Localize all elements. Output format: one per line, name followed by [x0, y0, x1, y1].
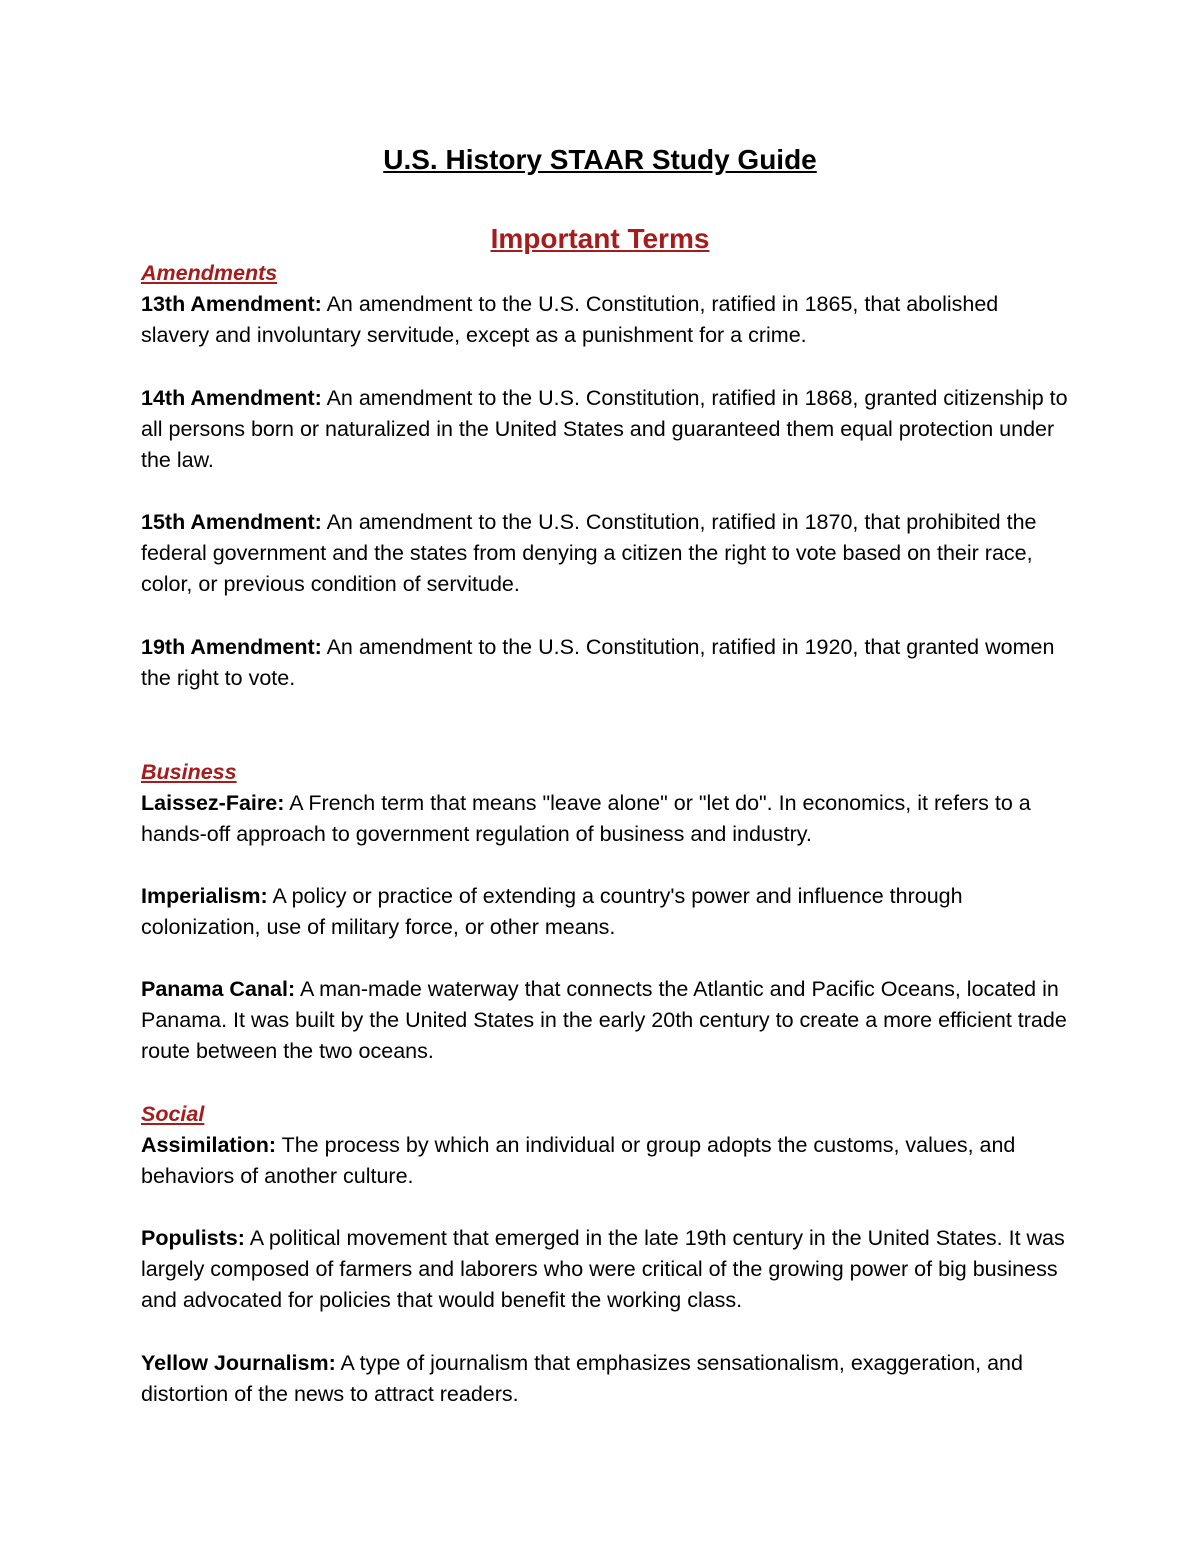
- category-heading-amendments: Amendments: [141, 261, 278, 285]
- term-laissez-faire: [141, 788, 1071, 850]
- term-name: 15th Amendment:: [141, 510, 322, 534]
- term-definition: An amendment to the U.S. Constitution, ratified in 1865, that abolished slavery and involuntary servitude, except as a punishment for a crime.: [141, 292, 999, 348]
- term-definition: An amendment to the U.S. Constitution, ratified in 1920, that granted women the right to vote.: [141, 635, 1055, 691]
- term-name: Populists:: [141, 1226, 245, 1250]
- term-name: 13th Amendment:: [141, 292, 322, 316]
- term-name: 19th Amendment:: [141, 635, 322, 659]
- term-imperialism: [141, 881, 1071, 943]
- term-populists: [141, 1223, 1071, 1317]
- term-19th-amendment: [141, 632, 1071, 694]
- term-definition: The process by which an individual or group adopts the customs, values, and behaviors of another culture.: [141, 1133, 1016, 1189]
- section-heading: Important Terms: [490, 223, 710, 254]
- category-heading-business: Business: [141, 760, 237, 784]
- category-heading-social: Social: [141, 1102, 205, 1126]
- term-yellow-journalism: [141, 1348, 1071, 1410]
- term-13th-amendment: [141, 289, 1071, 351]
- term-definition: A policy or practice of extending a country's power and influence through colonization, use of military force, or other means.: [141, 884, 963, 940]
- term-name: Yellow Journalism:: [141, 1351, 336, 1375]
- term-definition: A political movement that emerged in the late 19th century in the United States. It was largely composed of farmers and laborers who were critical of the growing power of big business and advocated for policies that would benefit the working class.: [141, 1226, 1065, 1313]
- term-definition: A man-made waterway that connects the Atlantic and Pacific Oceans, located in Panama. It was built by the United States in the early 20th century to create a more efficient trade route between the two oceans.: [141, 977, 1067, 1064]
- term-15th-amendment: [141, 507, 1071, 601]
- term-assimilation: [141, 1130, 1071, 1192]
- term-definition: A French term that means "leave alone" or "let do". In economics, it refers to a hands-off approach to government regulation of business and industry.: [141, 791, 1031, 847]
- term-name: Panama Canal:: [141, 977, 296, 1001]
- term-panama-canal: [141, 974, 1071, 1068]
- term-name: Laissez-Faire:: [141, 791, 285, 815]
- term-14th-amendment: [141, 383, 1071, 477]
- document-title: U.S. History STAAR Study Guide: [383, 144, 817, 175]
- term-name: Assimilation:: [141, 1133, 276, 1157]
- term-definition: An amendment to the U.S. Constitution, ratified in 1870, that prohibited the federal government and the states from denying a citizen the right to vote based on their race, color, or previous condition of servitude.: [141, 510, 1037, 597]
- term-definition: An amendment to the U.S. Constitution, ratified in 1868, granted citizenship to all persons born or naturalized in the United States and guaranteed them equal protection under the law.: [141, 386, 1068, 473]
- term-definition: A type of journalism that emphasizes sensationalism, exaggeration, and distortion of the news to attract readers.: [141, 1351, 1023, 1407]
- term-name: Imperialism:: [141, 884, 268, 908]
- term-name: 14th Amendment:: [141, 386, 322, 410]
